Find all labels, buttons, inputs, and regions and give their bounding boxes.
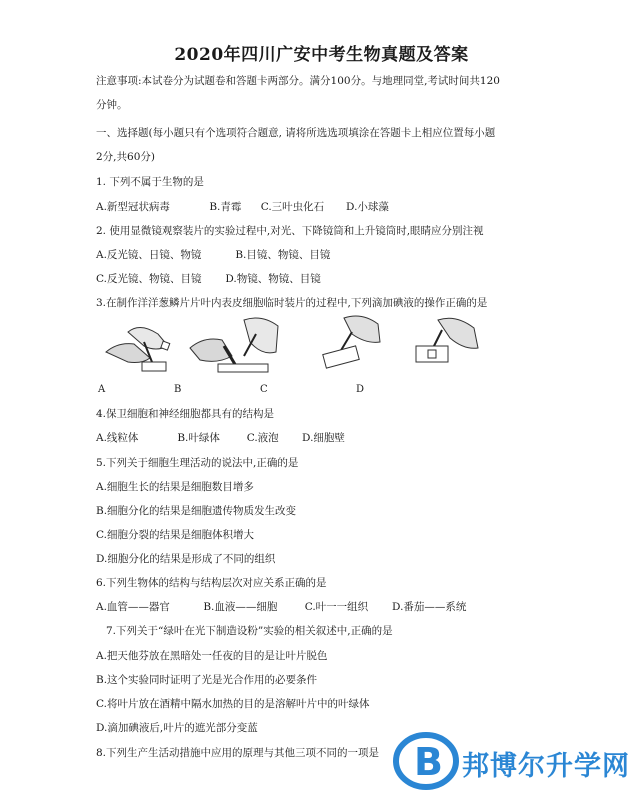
figure-b-label: B	[174, 384, 182, 395]
watermark-text: 邦博尔升学网	[462, 751, 630, 782]
q7-option-c: C.将叶片放在酒精中隔水加热的目的是溶解叶片中的叶绿体	[96, 698, 370, 710]
figure-d-label: D	[356, 384, 365, 395]
figure-b-image	[188, 312, 288, 382]
question-3-figures	[98, 312, 478, 382]
q4-option-b: B.叶绿体	[177, 432, 220, 444]
question-2-options-2	[96, 272, 321, 286]
q2-option-c: C.反光镜、物镜、目镜	[96, 273, 202, 285]
q5-option-a: A.细胞生长的结果是细胞数目增多	[96, 481, 254, 493]
q1-option-c: C.三叶虫化石	[260, 201, 325, 213]
q4-option-d: D.细胞壁	[302, 432, 345, 444]
figure-c-image	[308, 312, 388, 382]
q1-option-b: B.青霉	[209, 201, 242, 213]
notice-line-2: 分钟。	[96, 99, 128, 111]
question-4-options	[96, 431, 345, 445]
q6-option-b: B.血液——细胞	[203, 601, 278, 613]
svg-text:B: B	[414, 740, 443, 784]
figure-a-label: A	[98, 384, 106, 395]
question-5-stem: 5.下列关于细胞生理活动的说法中,正确的是	[96, 457, 299, 469]
section-heading-2: 2分,共60分)	[96, 151, 155, 163]
q2-option-b: B.目镜、物镜、目镜	[235, 249, 331, 261]
section-heading-1: 一、选择题(每小题只有个选项符合题意, 请将所选选项填涂在答题卡上相应位置每小题	[96, 127, 496, 139]
q2-option-d: D.物镜、物镜、目镜	[225, 273, 321, 285]
q2-option-a: A.反光镜、日镜、物镜	[96, 249, 202, 261]
q1-option-d: D.小球藻	[346, 201, 389, 213]
figure-a-image	[98, 312, 178, 382]
question-6-stem: 6.下列生物体的结构与结构层次对应关系正确的是	[96, 577, 327, 589]
notice-line-1: 注意事项:本试卷分为试题卷和答题卡两部分。满分100分。与地理同堂,考试时间共120	[96, 75, 500, 87]
q6-option-c: C.叶一一组织	[304, 601, 369, 613]
q5-option-c: C.细胞分裂的结果是细胞体积增大	[96, 529, 254, 541]
q7-option-a: A.把天他芬放在黑暗处一任夜的目的是让叶片脱色	[96, 650, 328, 662]
q5-option-b: B.细胞分化的结果是细胞遗传物质发生改变	[96, 505, 297, 517]
q7-option-d: D.滴加碘液后,叶片的遮光部分变蓝	[96, 722, 258, 734]
question-2-stem: 2. 使用显微镜观察装片的实验过程中,对光、下降镜筒和上升镜筒时,眼睛应分别注视	[96, 225, 484, 237]
figure-d-image	[408, 312, 488, 382]
question-6-options	[96, 600, 466, 614]
q4-option-c: C.液泡	[246, 432, 279, 444]
question-4-stem: 4.保卫细胞和神经细胞都具有的结构是	[96, 408, 275, 420]
q7-option-b: B.这个实验同时证明了光是光合作用的必要条件	[96, 674, 318, 686]
question-3-stem: 3.在制作洋洋葱鳞片片叶内表皮细胞临时装片的过程中,下列滴加碘液的操作正确的是	[96, 297, 488, 309]
q4-option-a: A.线粒体	[96, 432, 139, 444]
page-title: 2020年四川广安中考生物真题及答案	[174, 45, 469, 65]
q6-option-d: D.番茄——系统	[392, 601, 467, 613]
q6-option-a: A.血管——器官	[96, 601, 170, 613]
question-1-options	[96, 200, 389, 214]
question-1-stem: 1. 下列不属于生物的是	[96, 176, 204, 188]
q1-option-a: A.新型冠状病毒	[96, 201, 170, 213]
question-7-stem: 7.下列关于“绿叶在光下制造设粉”实验的相关叙述中,正确的是	[106, 625, 393, 637]
question-2-options-1	[96, 248, 330, 262]
q5-option-d: D.细胞分化的结果是形成了不同的组织	[96, 553, 276, 565]
figure-c-label: C	[260, 384, 268, 395]
question-8-stem: 8.下列生产生活动措施中应用的原理与其他三项不同的一项是	[96, 747, 380, 759]
